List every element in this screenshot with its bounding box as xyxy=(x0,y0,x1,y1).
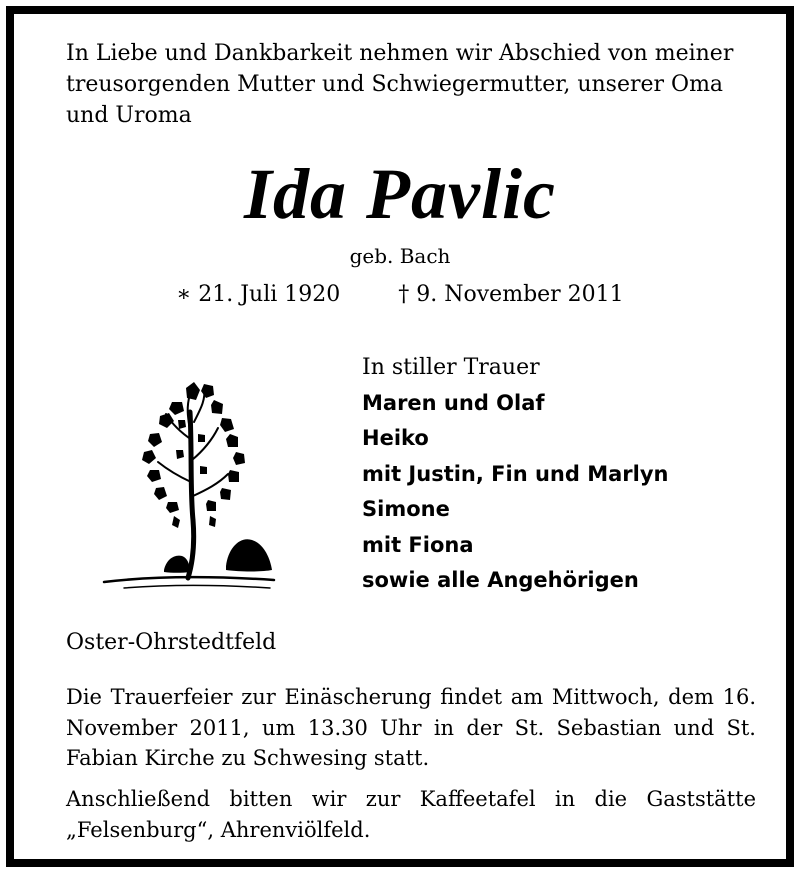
mourner-name: Simone xyxy=(362,497,450,521)
mourner-name: Maren und Olaf xyxy=(362,390,545,415)
birth-date: ∗ 21. Juli 1920 xyxy=(176,282,341,307)
funeral-service-text: Die Trauerfeier zur Einäscherung findet am Mittwoch, dem 16. November 2011, um 13.30 Uhr in der St. Sebastian und St. Fabian Kirche zu Schwesing statt. xyxy=(66,685,756,770)
reception-text: Anschließend bitten wir zur Kaffeetafel in die Gaststätte „Felsenburg“, Ahrenviölfeld. xyxy=(66,787,756,842)
born-name: geb. Bach xyxy=(349,244,451,268)
life-dates xyxy=(14,280,786,310)
obituary-notice xyxy=(6,6,794,867)
intro-text: In Liebe und Dankbarkeit nehmen wir Abschied von meiner treusorgenden Mutter und Schwiegermutter, unserer Oma und Uroma xyxy=(66,41,734,128)
birch-tree-icon xyxy=(94,370,280,596)
mourner-name: mit Fiona xyxy=(362,532,474,557)
death-date: † 9. November 2011 xyxy=(398,282,624,307)
mourners-lead: In stiller Trauer xyxy=(362,355,540,380)
mourner-name: Heiko xyxy=(362,426,429,450)
mourner-name: sowie alle Angehörigen xyxy=(362,568,639,592)
place-name: Oster-Ohrstedtfeld xyxy=(66,630,277,655)
mourners-list xyxy=(362,350,762,599)
mourner-name: mit Justin, Fin und Marlyn xyxy=(362,461,669,486)
deceased-name: Ida Pavlic xyxy=(244,154,556,234)
